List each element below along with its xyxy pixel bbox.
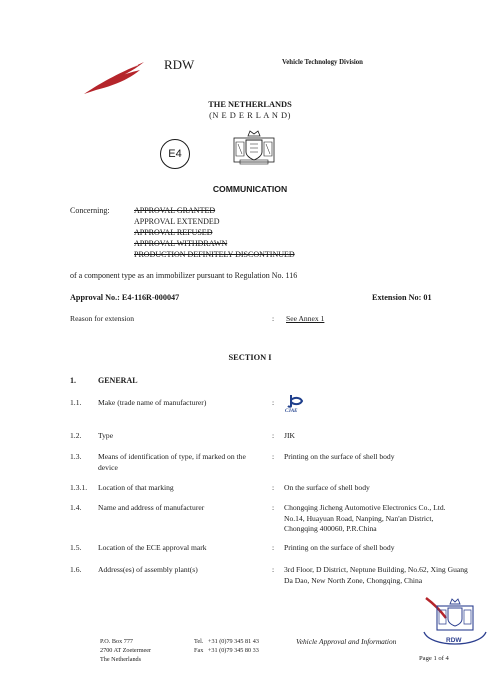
footer-address-line: P.O. Box 777 (100, 638, 134, 645)
reason-value: See Annex 1 (286, 314, 325, 323)
footer-tagline: Vehicle Approval and Information (296, 637, 397, 646)
row-number: 1.2. (70, 431, 82, 440)
country-local: (N E D E R L A N D) (209, 111, 291, 120)
row-value: Printing on the surface of shell body (284, 543, 395, 552)
row-number: 1.1. (70, 398, 82, 407)
reason-colon: : (272, 314, 275, 323)
row-label: Address(es) of assembly plant(s) (98, 565, 198, 574)
division-name: Vehicle Technology Division (282, 59, 363, 66)
row-label: Make (trade name of manufacturer) (98, 398, 207, 407)
row-colon: : (272, 503, 275, 512)
reason-label: Reason for extension (70, 314, 135, 323)
footer-address-line: 2700 AT Zoetermeer (100, 647, 152, 654)
concerning-option: APPROVAL EXTENDED (134, 217, 220, 226)
row-value: Printing on the surface of shell body (284, 452, 395, 461)
communication-title: COMMUNICATION (212, 184, 288, 194)
row-label: Location of the ECE approval mark (98, 543, 207, 552)
page-number: Page 1 of 4 (419, 655, 449, 662)
stamp-text: RDW (446, 637, 462, 644)
row-label: Name and address of manufacturer (98, 503, 205, 512)
row-colon: : (272, 398, 275, 407)
row-label: Means of identification of type, if marked on the device (98, 452, 246, 472)
rdw-stamp (420, 594, 490, 652)
footer-fax: Fax +31 (0)79 345 80 33 (194, 647, 259, 654)
concerning-label: Concerning: (70, 206, 110, 215)
concerning-option: APPROVAL GRANTED (134, 206, 216, 215)
e4-text: E4 (168, 148, 182, 160)
footer-address-line: The Netherlands (100, 656, 142, 663)
row-number: 1.6. (70, 565, 82, 574)
row-value: Chongqing Jicheng Automotive Electronics Co., Ltd. No.14, Huayuan Road, Nanping, Nan'an District, Chongqing 400060, P.R.China (284, 503, 446, 533)
general-title: GENERAL (98, 376, 138, 385)
extension-number: Extension No: 01 (372, 293, 432, 302)
row-number: 1.5. (70, 543, 82, 552)
footer-tel: Tel. +31 (0)79 345 81 43 (194, 638, 259, 645)
row-value: On the surface of shell body (284, 483, 370, 492)
approval-number: Approval No.: E4-116R-000047 (70, 293, 180, 302)
row-colon: : (272, 565, 275, 574)
rdw-logo-feather-icon (82, 60, 146, 96)
e4-approval-mark (160, 139, 190, 169)
section-title: SECTION I (228, 353, 272, 362)
country-title: THE NETHERLANDS (208, 100, 292, 109)
general-number: 1. (70, 376, 76, 385)
row-label: Type (98, 431, 114, 440)
netherlands-coat-of-arms-icon (232, 130, 276, 166)
rdw-logo-text: RDW (164, 57, 195, 72)
row-colon: : (272, 452, 275, 461)
row-label: Location of that marking (98, 483, 174, 492)
row-number: 1.4. (70, 503, 82, 512)
row-value: JIK (284, 431, 295, 440)
concerning-option: APPROVAL WITHDRAWN (134, 239, 228, 248)
concerning-option: PRODUCTION DEFINITELY DISCONTINUED (134, 250, 295, 259)
row-value: 3rd Floor, D District, Neptune Building, No.62, Xing Guang Da Dao, New North Zone, Chongqing, China (284, 565, 468, 585)
row-colon: : (272, 431, 275, 440)
row-colon: : (272, 543, 275, 552)
component-line: of a component type as an immobilizer pursuant to Regulation No. 116 (70, 271, 298, 280)
manufacturer-logo-text: CJAE (285, 409, 298, 414)
row-number: 1.3.1. (70, 483, 88, 492)
concerning-option: APPROVAL REFUSED (134, 228, 213, 237)
row-colon: : (272, 483, 275, 492)
row-number: 1.3. (70, 452, 82, 461)
